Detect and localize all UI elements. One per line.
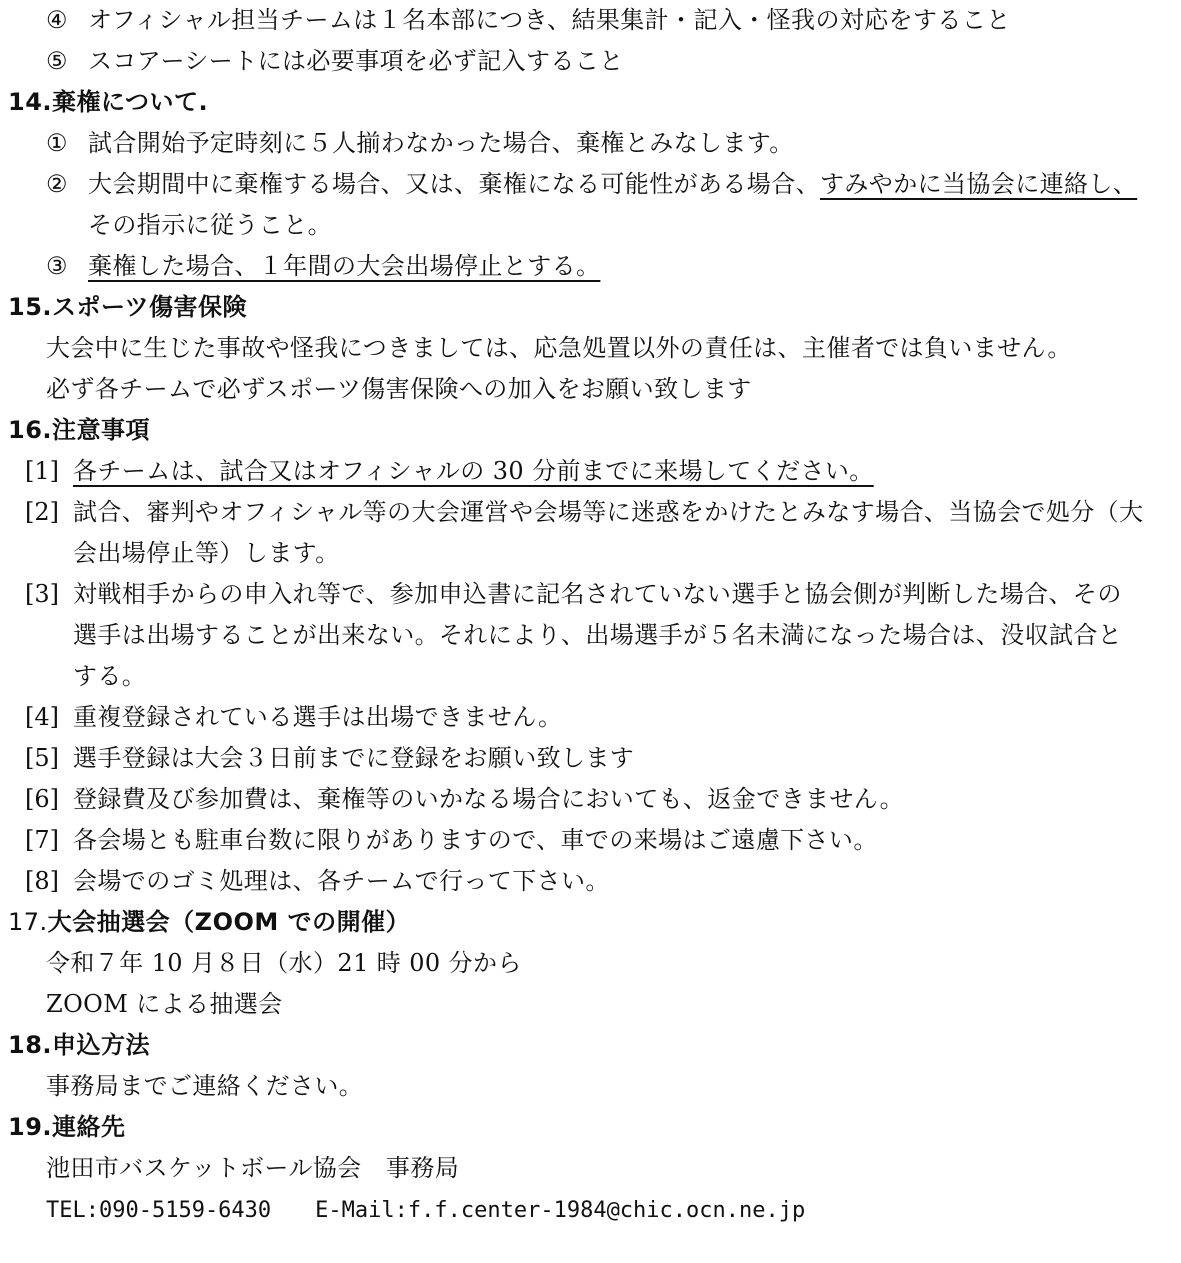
sec14-item2-cont xyxy=(0,205,1181,246)
paragraph-text: 令和７年 10 月８日（水）21 時 00 分から xyxy=(46,949,522,977)
sec14-item2-underlined: すみやかに当協会に連絡し、 xyxy=(820,170,1138,198)
sec14-item1-text: 試合開始予定時刻に５人揃わなかった場合、棄権とみなします。 xyxy=(88,129,794,157)
sec15-heading xyxy=(0,287,1181,328)
section-title: 棄権について. xyxy=(52,88,209,116)
circled-number-2: ② xyxy=(46,170,68,198)
list-item-text: 選手登録は大会３日前までに登録をお願い致します xyxy=(73,744,635,772)
list-marker: [2] xyxy=(25,498,59,526)
section-title: スポーツ傷害保険 xyxy=(52,293,248,321)
sec14-item2-text xyxy=(88,164,1137,205)
list-marker: [3] xyxy=(25,580,59,608)
section-title: 大会抽選会（ZOOM での開催） xyxy=(47,908,411,936)
list-marker: [1] xyxy=(25,457,59,485)
list-marker: [8] xyxy=(25,867,59,895)
section-title: 注意事項 xyxy=(52,416,151,444)
sec19-org xyxy=(0,1148,1181,1189)
section-heading xyxy=(8,902,410,943)
sec14-item3-text: 棄権した場合、１年間の大会出場停止とする。 xyxy=(88,252,601,280)
list-marker: [6] xyxy=(25,785,59,813)
sec13-item4 xyxy=(0,0,1181,41)
sec16-item8 xyxy=(0,861,1181,902)
sec14-item3 xyxy=(0,246,1181,287)
list-item-text: 試合、審判やオフィシャル等の大会運営や会場等に迷惑をかけたとみなす場合、当協会で処分（大 xyxy=(73,498,1144,526)
sec17-line1 xyxy=(0,943,1181,984)
circled-number-5: ⑤ xyxy=(46,47,68,75)
list-item-text: 重複登録されている選手は出場できません。 xyxy=(73,703,563,731)
sec19-heading xyxy=(0,1107,1181,1148)
sec17-heading xyxy=(0,902,1181,943)
email-address: E-Mail:f.f.center-1984@chic.ocn.ne.jp xyxy=(315,1198,806,1223)
circled-number-1: ① xyxy=(46,129,68,157)
section-title: 連絡先 xyxy=(52,1113,126,1141)
section-heading xyxy=(8,82,208,123)
list-item-text: 対戦相手からの申入れ等で、参加申込書に記名されていない選手と協会側が判断した場合、その xyxy=(73,580,1122,608)
circled-number-4: ④ xyxy=(46,6,68,34)
sec13-item4-text: オフィシャル担当チームは１名本部につき、結果集計・記入・怪我の対応をすること xyxy=(88,6,1011,34)
list-item-text: 選手は出場することが出来ない。それにより、出場選手が５名未満になった場合は、没収試合と xyxy=(73,621,1123,649)
sec18-heading xyxy=(0,1025,1181,1066)
sec19-contact xyxy=(0,1190,1181,1231)
list-item-text: 各チームは、試合又はオフィシャルの 30 分前までに来場してください。 xyxy=(73,457,874,485)
section-number: 16. xyxy=(8,416,53,444)
list-marker: [5] xyxy=(25,744,59,772)
section-number: 14. xyxy=(8,88,53,116)
sec13-item5-text: スコアーシートには必要事項を必ず記入すること xyxy=(88,47,624,75)
section-heading xyxy=(8,1025,150,1066)
sec16-item7 xyxy=(0,820,1181,861)
section-number: 19. xyxy=(8,1113,53,1141)
list-item-text: 会出場停止等）します。 xyxy=(73,539,340,567)
list-item-text: 登録費及び参加費は、棄権等のいかなる場合においても、返金できません。 xyxy=(73,785,905,813)
list-item-text: 各会場とも駐車台数に限りがありますので、車での来場はご遠慮下さい。 xyxy=(73,826,878,854)
section-heading xyxy=(8,410,150,451)
sec15-line1 xyxy=(0,328,1181,369)
list-marker: [7] xyxy=(25,826,59,854)
list-item-text: する。 xyxy=(73,662,147,690)
sec15-line2 xyxy=(0,369,1181,410)
sec16-item3 xyxy=(0,574,1181,615)
sec17-line2 xyxy=(0,984,1181,1025)
list-marker: [4] xyxy=(25,703,59,731)
sec16-item5 xyxy=(0,738,1181,779)
section-number: 15. xyxy=(8,293,53,321)
section-title: 申込方法 xyxy=(52,1031,151,1059)
sec16-item1 xyxy=(0,451,1181,492)
phone-number: TEL:090-5159-6430 xyxy=(46,1198,272,1223)
sec16-heading xyxy=(0,410,1181,451)
list-item-text: 会場でのゴミ処理は、各チームで行って下さい。 xyxy=(73,867,610,895)
section-heading xyxy=(8,1107,126,1148)
organization-name: 池田市バスケットボール協会 事務局 xyxy=(46,1154,460,1182)
sec14-item2-text-a: 大会期間中に棄権する場合、又は、棄権になる可能性がある場合、 xyxy=(88,170,820,198)
paragraph-text: ZOOM による抽選会 xyxy=(46,990,283,1018)
sec14-item2-text-b: その指示に従うこと。 xyxy=(88,211,332,239)
sec18-line1 xyxy=(0,1066,1181,1107)
sec16-item2 xyxy=(0,492,1181,533)
sec16-item3-cont2 xyxy=(0,656,1181,697)
sec14-item1 xyxy=(0,123,1181,164)
circled-number-3: ③ xyxy=(46,252,68,280)
paragraph-text: 大会中に生じた事故や怪我につきましては、応急処置以外の責任は、主催者では負いません。 xyxy=(46,334,1072,362)
section-number: 18. xyxy=(8,1031,53,1059)
paragraph-text: 事務局までご連絡ください。 xyxy=(46,1072,364,1100)
sec14-heading xyxy=(0,82,1181,123)
sec13-item5 xyxy=(0,41,1181,82)
sec14-item2 xyxy=(0,164,1181,205)
sec16-item2-cont xyxy=(0,533,1181,574)
sec16-item6 xyxy=(0,779,1181,820)
sec16-item3-cont1 xyxy=(0,615,1181,656)
paragraph-text: 必ず各チームで必ずスポーツ傷害保険への加入をお願い致します xyxy=(46,375,752,403)
section-heading xyxy=(8,287,247,328)
section-number: 17. xyxy=(8,908,48,936)
contact-line xyxy=(46,1190,805,1231)
sec16-item4 xyxy=(0,697,1181,738)
